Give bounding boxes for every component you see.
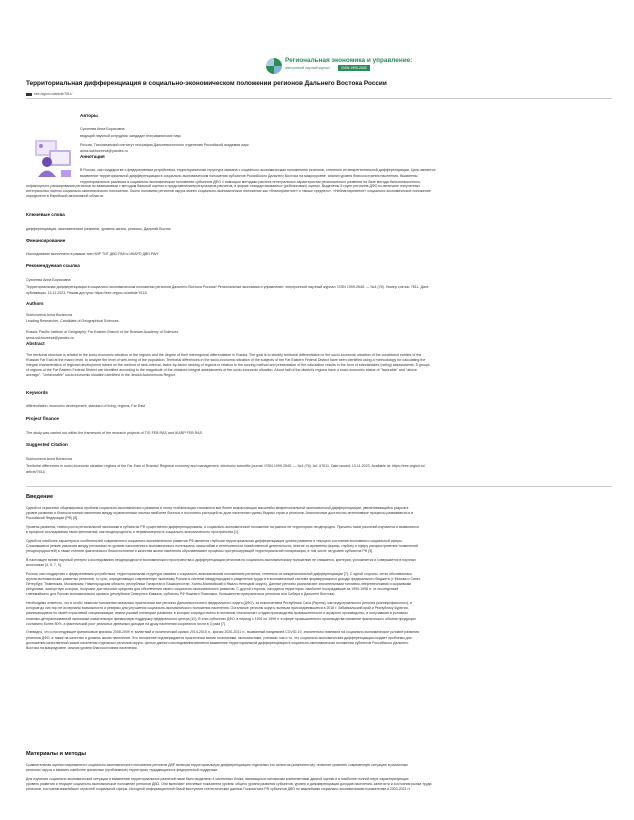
- abstract-heading-en: Abstract: [26, 341, 45, 346]
- abstract-line: определено в Еврейской автономной области.: [26, 194, 104, 198]
- citation-author: Сухоеева Анна Борисовна: [26, 278, 71, 282]
- text-line: достижения качественной жизни населения отдельных регионов округа. Целью данного исследования является выявление территориальной дифференциации в социально-экономическом положении субъектов Российского Дальнего: [26, 640, 409, 645]
- author-organization-en: Russia, Pacific Institute of Geography, Far Eastern Branch of the Russian Academy of Sciences: [26, 330, 179, 334]
- author-email-en[interactable]: anna-sukhoveeva@yandex.ru: [26, 336, 74, 340]
- intro-heading: Введение: [26, 494, 54, 500]
- breadcrumb[interactable]: [26, 92, 72, 96]
- text-line: группа экономических развитых регионов, то сути, определяющих современную экономику России в системе международного разделения труда и в экономический системе формирующихся доходы федерального бюджета (г. Москва и Санкт-: [26, 576, 422, 581]
- abstract-line-en: Russian Far East at the macro level, to analyze the level of well-being of the population. Territorial differences in the socio-economic situation of the subjects of the Far Eastern Federal District have been identified using a methodology for calculating the: [26, 358, 426, 362]
- text-line: ресурсами, экспортную которых, получают достаточные средства для обеспечения своего социально-экономического развития. С другой стороны, находится территории, наиболее пострадавшие за 1990-1998 гг. от последствий: [26, 587, 399, 592]
- funding-text: Исследование выполнено в рамках тем НИР ТИГ ДВО РАН и ИКАРП ДВО РАН: [26, 252, 159, 256]
- authors-heading: Авторы: [80, 113, 98, 118]
- text-line: уровне развития и благосостоянии населения между ограниченным числом наиболее богатых и постоянно растущей по доле населения группы бедных стран и регионов. Аналогичные достаточно интенсивные процессы развиваются и в: [26, 511, 414, 516]
- intro-paragraph: [26, 572, 616, 598]
- intro-paragraph: [26, 601, 616, 627]
- journal-logo[interactable]: [266, 57, 413, 75]
- author-avatar-icon: [33, 136, 73, 178]
- funding-text-en: The study was carried out within the framework of the research projects of TIG FEB RAS and IKARP FEB RAS: [26, 431, 203, 435]
- text-line: Уровень развития, темпы роста региональной экономики в субъектах РФ существенно дифференцированы, а социально-экономическое положение на разных ее территориях неоднородно. Причины таких различий изучаются и выявляются: [26, 525, 419, 529]
- abstract-line: интегральных оценок социально-экономического положения. Около половины регионов округа имеют социально-экономическое положение как «благоприятное» и «выше среднего». «Неблагоприятное» социально-экономическое положение: [26, 189, 431, 193]
- text-line: различающиеся по своей отраслевой специализации, имели разный потенциал развития, в которых сосредоточены в основном «начальное» стадии производства промышленности и аграрное производство, и получавшие в условиях: [26, 611, 408, 616]
- citation-text: Территориальная дифференциация в социально-экономическом положении регионов Дальнего Востока России// Региональная экономика и управление: электронный научный журнал. ISSN 1999-2645. — №4 (76). Номер статьи: 7611. Дата: [26, 285, 429, 289]
- text-line: уровень развития и текущее социально-экономическое положение регионов ДВО. Они включают ключевые показатели уровня: общего уровня развития субъектов, уровня и дифференциации доходов населения, занятости и состояния рынка труда: [26, 782, 432, 786]
- abstract-line-en: of regions of the Far Eastern Federal District are identified according to the magnitude of the obtained integral assessments of the socio-economic situation. About half of the district's regions have a socio-economic status of "favorable" and "above: [26, 368, 417, 372]
- authors-heading-en: Authors: [26, 301, 44, 306]
- citation-heading: Рекомендуемая ссылка: [26, 263, 80, 268]
- text-line: Востока на макроуровне, анализ уровня благосостояния населения.: [26, 646, 138, 651]
- intro-paragraph: [26, 558, 616, 568]
- abstract-line-en: The territorial structure is related to the socio-economic situation of the regions and the degree of their interregional differentiation in Russia. The goal is to identify territorial differentiation in the socio-economic situation of the constituent entities of the: [26, 353, 422, 357]
- text-line: тленивайшего для России экономического кризиса (республики Северного Кавказа, субъекты РФ Нижнего Поволжья, большинство приграничных регионов юга Сибири и Дальнего Востока).: [26, 592, 336, 597]
- intro-paragraph: [26, 506, 616, 522]
- text-line: Российской Федерации (РФ) [8].: [26, 516, 79, 521]
- methods-paragraph: [26, 763, 616, 773]
- funding-heading-en: Project finance: [26, 416, 59, 421]
- keywords-text: дифференциация, экономическое развитие, уровень жизни, регионы, Дальний Восток: [26, 227, 171, 231]
- divider: [26, 486, 612, 487]
- text-line: Россия, как государство с федеративным устройством, территориальная структура связана с социально-экономическим положением регионов, степенью их межрегиональной дифференциации [7]. С одной стороны, четко обозначилась: [26, 571, 412, 576]
- citation-link-en[interactable]: article/7611/: [26, 470, 46, 474]
- link-icon: [26, 93, 32, 96]
- author-position-en: Leading Researcher, Candidate of Geographical Sciences: [26, 319, 119, 323]
- text-line: Очевидно, что и последующие финансовые кризисы 2008-2009 гг. валютный и политический кризис 2014-2015 гг., кризис 2020-2021 гг., вызванный пандемией COVID-19, значительно повлияли на социально-экономическое условие развития: [26, 630, 419, 635]
- text-line: (неоднородностей) в также степени фактического благосостояния и качества жизни населения обуславливают процессы прогрессирующей территориальной поляризации, в том числе на уровне субъектов РФ [5].: [26, 549, 374, 554]
- text-line: Одной из серьезных общемировых проблем социально-экономического развития в эпоху глобализации становится все более возрастающая масштабы межрегиональной экономической дифференциации, увеличивающийся разрыв в: [26, 506, 409, 510]
- text-line: составило более 50%, а фактический рост реальных денежных доходов на душу населения сократился почти в 3 раза [7].: [26, 621, 226, 626]
- keywords-text-en: differentiation, economic development, standard of living, regions, Far East: [26, 404, 145, 408]
- methods-paragraph: [26, 777, 616, 793]
- author-position: ведущий научный сотрудник, кандидат географических наук: [80, 134, 181, 138]
- citation-author-en: Sukhoveeva Anna Borisovna: [26, 457, 72, 461]
- intro-paragraph: [26, 630, 616, 651]
- text-line: В настоящее время научный интерес к исследованию неоднородности экономического пространства и дифференциации регионов по социально-экономическому положению не снижается, критерии, усложняется и совершается в научных: [26, 557, 416, 562]
- logo-issn: ISSN 1999-2645: [338, 65, 370, 71]
- text-line: в процессе исследования таких феноменов, как неоднородность и неравномерность социально-экономического пространства [1].: [26, 530, 239, 535]
- citation-heading-en: Suggested Citation: [26, 442, 68, 447]
- abstract-line-en: integral characteristics of regional development based on the method of rank-interval, factor-by-factor ranking of regions in relation to the scoring method and presentation of the calculation results in the form of standardized (rating) assessments. 5 groups: [26, 363, 430, 367]
- logo-title: Региональная экономика и управление:: [285, 57, 413, 64]
- citation-link[interactable]: публикации: 13.11.2023. Режим доступа: https://eee-region.ru/article/7611/: [26, 291, 148, 295]
- breadcrumb-link[interactable]: eee-region.ru/article/7611/: [34, 92, 73, 96]
- abstract-heading: Аннотация: [80, 154, 105, 159]
- author-email[interactable]: anna-sukhoveeva@yandex.ru: [80, 149, 128, 153]
- abstract-line: территориальные различия в социально-экономическом положении субъектов ДФО с помощью методики расчета интегральных характеристик регионального развития на базе метода бальнотаксонного,: [80, 180, 421, 184]
- text-line: Для изучения социально-экономической ситуации и выявления территориальных различий нами было выделено 4 системных блока, являющихся основными компонентами данной оценки и в наиболее полной мере характеризующих: [26, 776, 409, 781]
- text-line: Сравнительная оценка современного социально-экономического положения регионов ДВР включая территориальную дифференциацию отдельных его аспектов (компонентов), позволит сравнить современную ситуацию в различных: [26, 763, 408, 767]
- logo-subtitle: электронный научный журнал: [285, 66, 330, 70]
- article-title: Территориальная дифференциация в социально-экономическом положении регионов Дальнего Востока России: [26, 80, 387, 87]
- keywords-heading: Ключевые слова: [26, 212, 65, 217]
- text-line: котором до сих пор не исчерпаны возможности и резервы для улучшения социально-экономического положения населения. Остальные регионы округа, включая присоединившиеся в 2018 г. Забайкальский край и Республику Бурятия,: [26, 606, 409, 611]
- methods-heading: Материалы и методы: [26, 751, 87, 757]
- abstract-line: В России, как государстве с федеративным устройством, территориальная структура связана с социально-экономическим положением регионов, степенью их межрегиональной дифференциации. Цель является: [80, 168, 436, 172]
- text-line: Петербург, Тюменская, Московская, Нижегородская области, республики Татарстан и Башкортостан, Ханты-Мансийский и Ямало-Ненецкий округа). Данные регионы располагают значительными топливно-энергетическими и сырьевыми: [26, 582, 412, 586]
- text-line: Одной из наиболее характерных особенностей современного социально-экономического развития РФ является глубокая территориальная дифференциация уровня развития и текущего состояния экономики и социальной сферы.: [26, 538, 403, 543]
- funding-heading: Финансирование: [26, 238, 66, 243]
- text-line: Сложившиеся резкие различия между регионами по уровню накопленного экономического потенциала, масштабам и интенсивности хозяйственной деятельности, многое со временем формы, глубину и сферу распространения «изменений: [26, 544, 418, 548]
- abstract-line-en: average". "Unfavorable" socio-economic situation identified in the Jewish Autonomous Region.: [26, 373, 177, 377]
- globe-logo-icon: [266, 58, 282, 74]
- text-line: регионов ДФО, а также на качество и уровень жизни населения. Это положение подтверждается практически всеми политиками, экономистами, учеными, как и то, что социально-экономическая дифференциация создает проблемы для: [26, 635, 412, 640]
- text-line: регионах округа и выявить наиболее кризисные (проблемные) территории, нуждающиеся в федеральной поддержке.: [26, 768, 219, 773]
- abstract-line: пофакторного ранжирования регионов по взаимосвязи с методом бальной оценки и представлением результатов расчетов, в форме стандартизованных (рейтинговых) оценок. Выделены 5 групп регионов ДФО по величине полученных: [26, 184, 421, 188]
- text-line: источниках [4, 5, 7, 9].: [26, 563, 62, 567]
- author-name: Сухоеева Анна Борисовна: [80, 127, 125, 131]
- text-line: планово-централизованной экономики значительную финансовую поддержку федерального центра [10]. В этих субъектах ДФО, в период с 1991 по 1999 гг в сфере промышленного производства снижение фактического объема продукции: [26, 616, 416, 621]
- keywords-heading-en: Keywords: [26, 390, 48, 395]
- citation-text-en: Territorial differences in socio-economic situation regions of the Far East of Russia// Regional economy and management: electronic scientific journal. ISSN 1999-2645. — №4 (76). Art. #7611. Date issued: 13.11.2023. Available at: https://eee-region.ru/: [26, 464, 426, 468]
- text-line: Необходимо отметить, что в особо тяжелом положении оказались практически все регионы Дальневосточного федерального округа (ДФО), за исключением Республики Саха (Якутия), как индустриального региона (монопрофильного), в: [26, 601, 413, 605]
- divider: [26, 98, 612, 99]
- text-line: регионов, состояния важнейших отраслей социальной сферы. Исходной информационной базой выступили статистические данные Госкомстата РФ субъектов ДВО по важнейшим социально-экономическим показателям в 2003-2021 гг.: [26, 787, 411, 792]
- intro-paragraph: [26, 539, 616, 555]
- intro-paragraph: [26, 525, 616, 535]
- author-name-en: Sukhoveeva Anna Borisovna: [26, 313, 72, 317]
- author-organization: Россия, Тихоокеанский институт географии Дальневосточного отделения Российской академии наук: [80, 143, 249, 147]
- abstract-line: выявление территориальной дифференциации в социально-экономическом положении субъектов Российского Дальнего Востока на макроуровне, анализ уровня благосостояния населения. Выявлены: [80, 174, 418, 178]
